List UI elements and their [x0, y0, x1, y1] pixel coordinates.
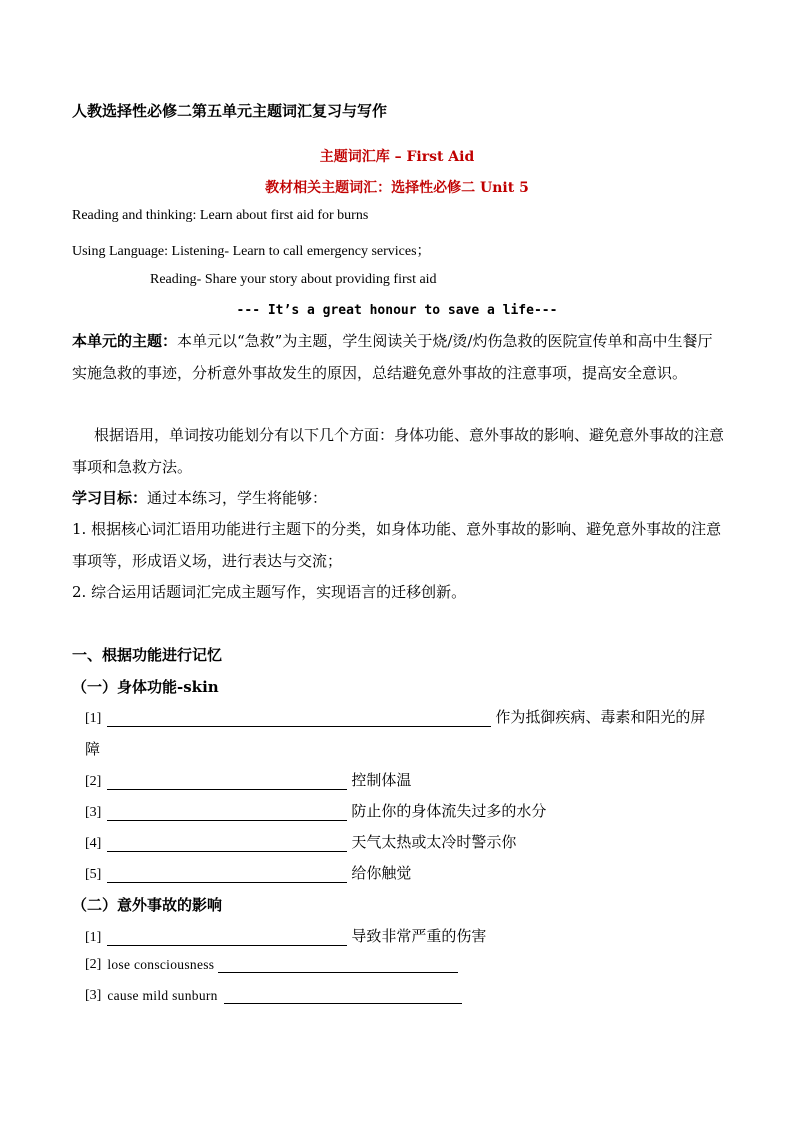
- answer-blank[interactable]: [107, 712, 491, 727]
- answer-blank[interactable]: [107, 775, 347, 790]
- item-number: [2]: [85, 774, 102, 789]
- reading-thinking-line: Reading and thinking: Learn about first aid for burns: [72, 208, 369, 223]
- goal-paragraph: [72, 483, 726, 515]
- fill-in-row: [85, 800, 546, 821]
- fill-in-row: [85, 862, 411, 883]
- answer-blank[interactable]: [107, 806, 347, 821]
- theme-text: 本单元以“急救”为主题，学生阅读关于烧/烫/灼伤急救的医院宣传单和高中生餐厅实施急救的事迹，分析意外事故发生的原因，总结避免意外事故的注意事项，提高安全意识。: [72, 332, 713, 382]
- document-title: 人教选择性必修二第五单元主题词汇复习与写作: [72, 102, 388, 120]
- item-hint: 作为抵御疾病、毒素和阳光的屏: [495, 708, 706, 726]
- answer-blank[interactable]: [224, 989, 462, 1004]
- usage-paragraph: 根据语用，单词按功能划分有以下几个方面：身体功能、意外事故的影响、避免意外事故的注意事项和急救方法。: [72, 426, 725, 476]
- answer-blank[interactable]: [218, 958, 458, 973]
- theme-paragraph: [72, 326, 726, 389]
- item-number: [1]: [85, 711, 102, 726]
- item-prompt: cause mild sunburn: [107, 988, 218, 1003]
- fill-in-row: [85, 831, 516, 852]
- subsection-body-function: （一）身体功能-skin: [72, 678, 219, 696]
- item-hint: 控制体温: [351, 771, 412, 789]
- item-hint: 防止你的身体流失过多的水分: [351, 802, 547, 820]
- item-hint: 导致非常严重的伤害: [351, 927, 487, 945]
- subsection-accident-effects: （二）意外事故的影响: [72, 896, 223, 914]
- fill-in-row: [85, 957, 462, 973]
- goal-item-1: 1. 根据核心词汇语用功能进行主题下的分类，如身体功能、意外事故的影响、避免意外事故的注意事项等，形成语义场，进行表达与交流；: [72, 520, 722, 570]
- section-heading-memorize: 一、根据功能进行记忆: [72, 646, 223, 664]
- textbook-vocab-heading: 教材相关主题词汇：选择性必修二 Unit 5: [265, 180, 529, 196]
- item-number: [3]: [85, 805, 102, 820]
- fill-in-row: [85, 706, 705, 727]
- item-number: [4]: [85, 836, 102, 851]
- fill-in-row: [85, 988, 466, 1004]
- fill-in-row: [85, 925, 486, 946]
- theme-label: 本单元的主题：: [72, 332, 178, 350]
- item-hint: 天气太热或太冷时警示你: [351, 833, 517, 851]
- using-language-line: Using Language: Listening- Learn to call emergency services；: [72, 244, 431, 259]
- item-hint-continuation: 障: [85, 740, 101, 758]
- goal-label: 学习目标：: [72, 489, 148, 507]
- goal-item-2: 2. 综合运用话题词汇完成主题写作，实现语言的迁移创新。: [72, 583, 467, 601]
- fill-in-row: [85, 769, 411, 790]
- item-hint: 给你触觉: [351, 864, 412, 882]
- answer-blank[interactable]: [107, 837, 347, 852]
- answer-blank[interactable]: [107, 931, 347, 946]
- item-number: [3]: [85, 988, 102, 1003]
- reading-share-line: Reading- Share your story about providing first aid: [150, 272, 437, 287]
- answer-blank[interactable]: [107, 868, 347, 883]
- item-number: [2]: [85, 957, 102, 972]
- vocab-bank-heading: 主题词汇库 – First Aid: [319, 149, 475, 165]
- item-number: [5]: [85, 867, 102, 882]
- item-prompt: lose consciousness: [107, 957, 215, 972]
- item-number: [1]: [85, 930, 102, 945]
- motto-line: --- It’s a great honour to save a life---: [236, 303, 558, 318]
- goal-intro: 通过本练习，学生将能够：: [147, 489, 328, 507]
